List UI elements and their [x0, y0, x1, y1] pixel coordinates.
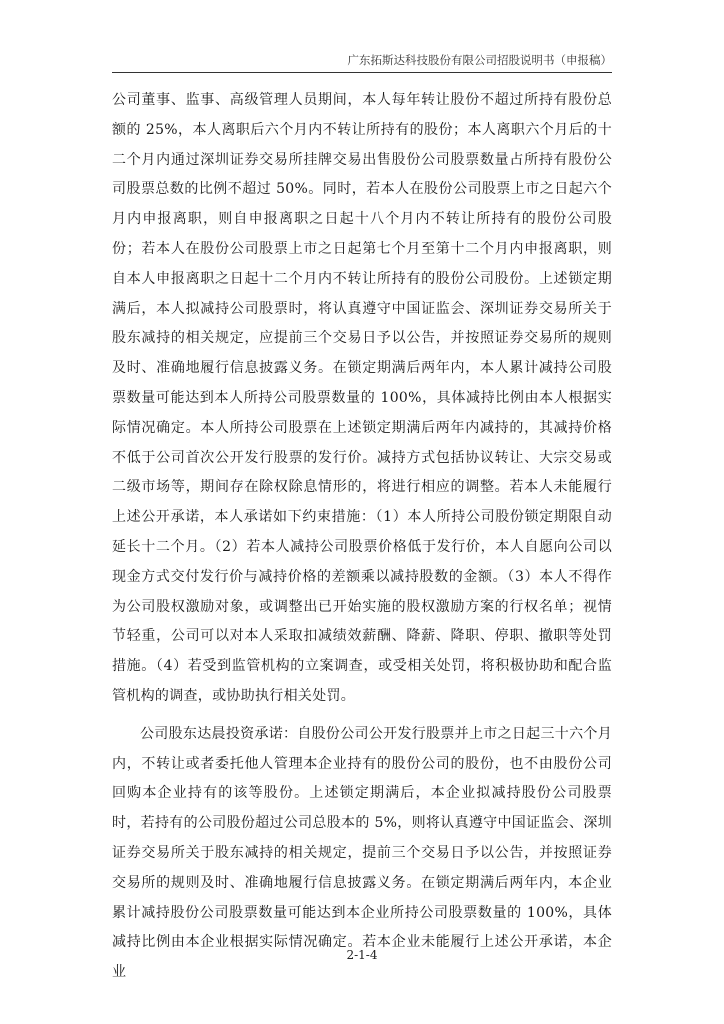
- page-header: [112, 50, 612, 73]
- document-body: [112, 86, 612, 988]
- header-title: 广东拓斯达科技股份有限公司招股说明书（申报稿）: [347, 53, 612, 67]
- paragraph-director-commitment: 公司董事、监事、高级管理人员期间，本人每年转让股份不超过所持有股份总额的 25%，本人离职后六个月内不转让所持有的股份；本人离职六个月后的十二个月内通过深圳证券交易所挂牌交易出售股份公司股票数量占所持有股份公司股票总数的比例不超过 50%。同时，若本人在股份公司股票上市之日起六个月内申报离职，则自申报离职之日起十八个月内不转让所持有的股份公司股份；若本人在股份公司股票上市之日起第七个月至第十二个月内申报离职，则自本人申报离职之日起十二个月内不转让所持有的股份公司股份。上述锁定期满后，本人拟减持公司股票时，将认真遵守中国证监会、深圳证券交易所关于股东减持的相关规定，应提前三个交易日予以公告，并按照证券交易所的规则及时、准确地履行信息披露义务。在锁定期满后两年内，本人累计减持公司股票数量可能达到本人所持公司股票数量的 100%，具体减持比例由本人根据实际情况确定。本人所持公司股票在上述锁定期满后两年内减持的，其减持价格不低于公司首次公开发行股票的发行价。减持方式包括协议转让、大宗交易或二级市场等，期间存在除权除息情形的，将进行相应的调整。若本人未能履行上述公开承诺，本人承诺如下约束措施：（1）本人所持公司股份锁定期限自动延长十二个月。（2）若本人减持公司股票价格低于发行价，本人自愿向公司以现金方式交付发行价与减持价格的差额乘以减持股数的金额。（3）本人不得作为公司股权激励对象，或调整出已开始实施的股权激励方案的行权名单；视情节轻重，公司可以对本人采取扣减绩效薪酬、降薪、降职、停职、撤职等处罚措施。（4）若受到监管机构的立案调查，或受相关处罚，将积极协助和配合监管机构的调查，或协助执行相关处罚。: [112, 92, 612, 704]
- page-number: 2-1-4: [346, 948, 378, 962]
- paragraph-shareholder-commitment: 公司股东达晨投资承诺：自股份公司公开发行股票并上市之日起三十六个月内，不转让或者委托他人管理本企业持有的股份公司的股份，也不由股份公司回购本企业持有的该等股份。上述锁定期满后，本企业拟减持股份公司股票时，若持有的公司股份超过公司总股本的 5%，则将认真遵守中国证监会、深圳证券交易所关于股东减持的相关规定，提前三个交易日予以公告，并按照证券交易所的规则及时、准确地履行信息披露义务。在锁定期满后两年内，本企业累计减持股份公司股票数量可能达到本企业所持公司股票数量的 100%，具体减持比例由本企业根据实际情况确定。若本企业未能履行上述公开承诺，本企业: [112, 725, 612, 981]
